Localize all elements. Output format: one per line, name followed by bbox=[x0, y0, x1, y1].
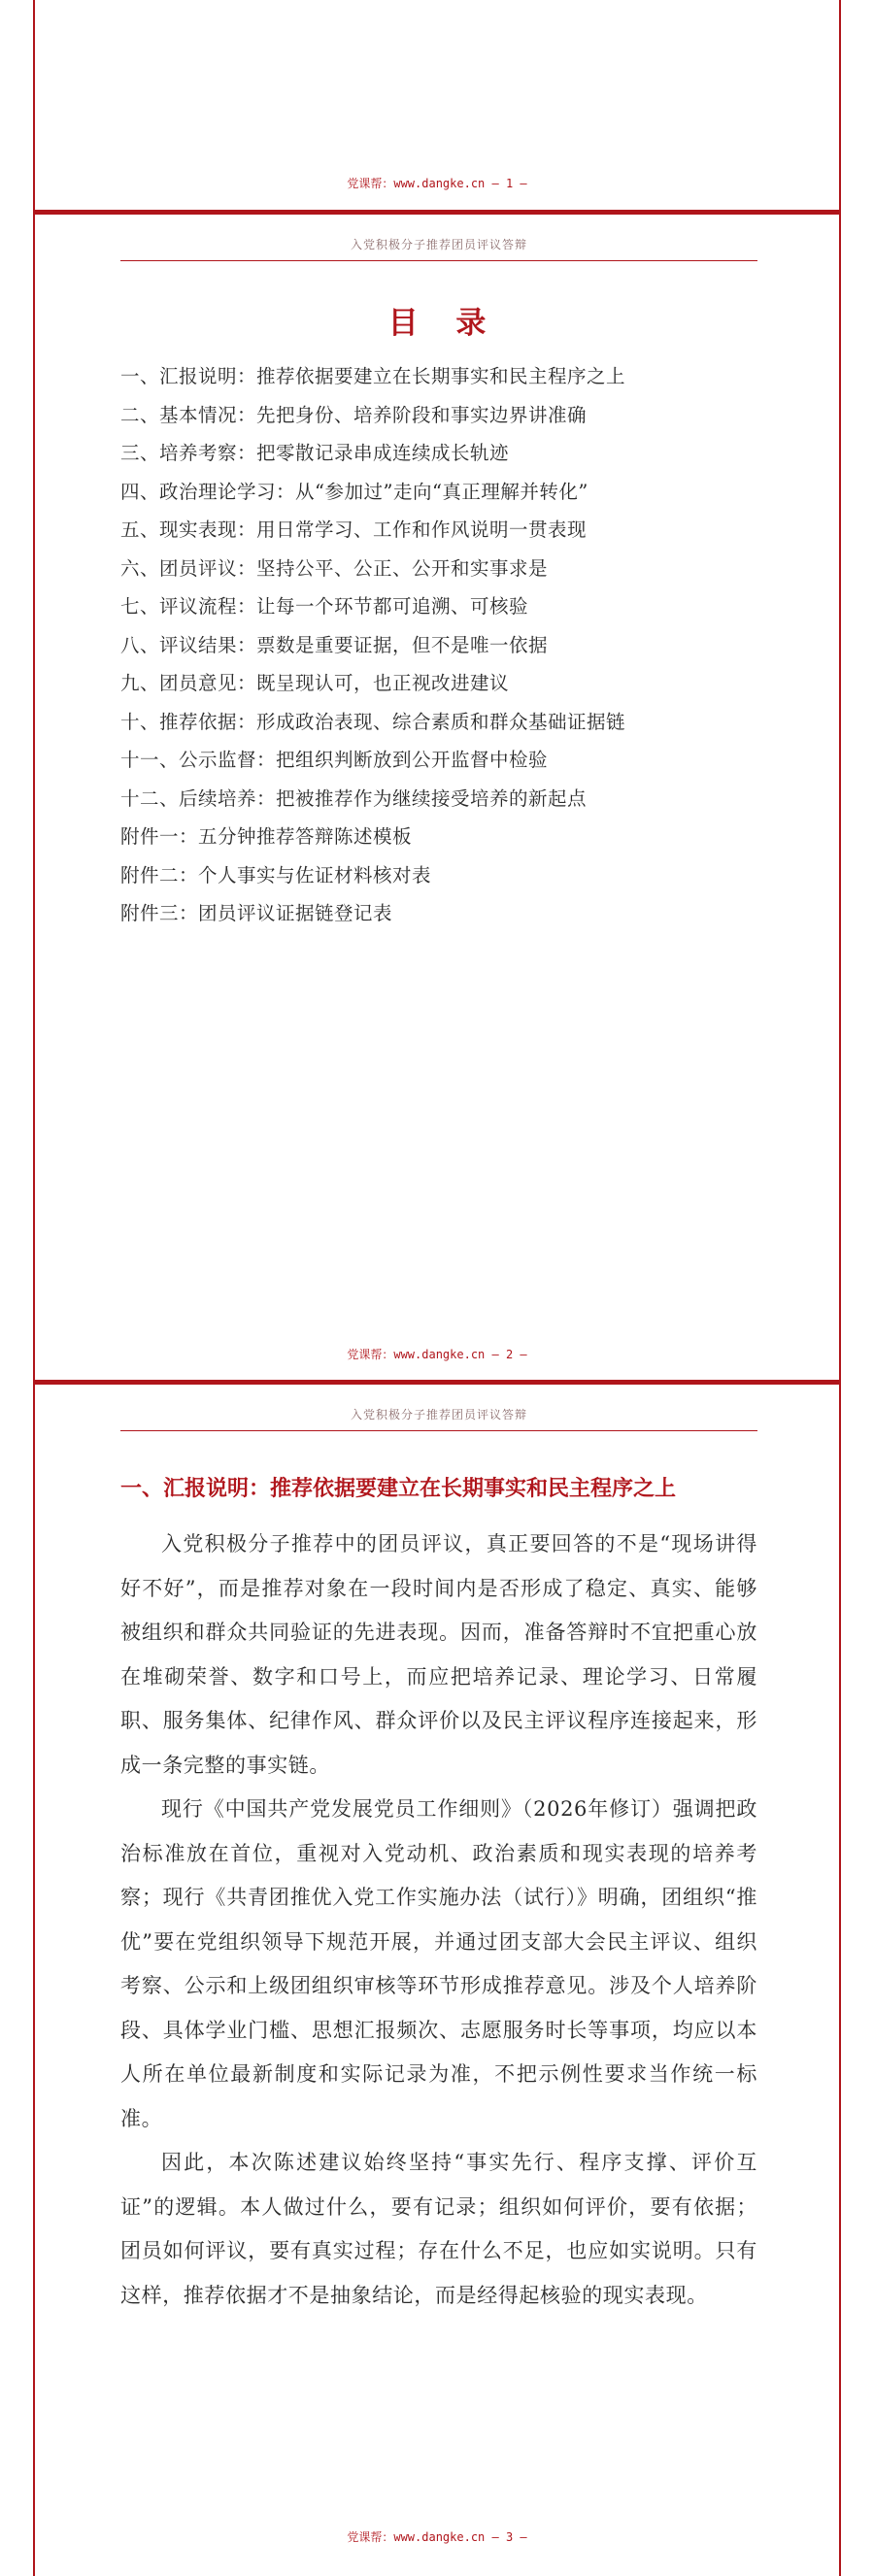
toc-item[interactable]: 一、汇报说明：推荐依据要建立在长期事实和民主程序之上 bbox=[120, 365, 626, 387]
toc-item[interactable]: 附件三：团员评议证据链登记表 bbox=[120, 902, 393, 924]
toc-item[interactable]: 九、团员意见：既呈现认可，也正视改进建议 bbox=[120, 672, 510, 694]
toc-item[interactable]: 附件一：五分钟推荐答辩陈述模板 bbox=[120, 825, 413, 848]
toc-item[interactable]: 二、基本情况：先把身份、培养阶段和事实边界讲准确 bbox=[120, 403, 588, 426]
page-1 bbox=[33, 0, 841, 210]
body-paragraph: 因此，本次陈述建议始终坚持“事实先行、程序支撑、评价互证”的逻辑。本人做过什么，要有记录；组织如何评价，要有依据；团员如何评议，要有真实过程；存在什么不足，也应如实说明。只有这样，推荐依据才不是抽象结论，而是经得起核验的现实表现。 bbox=[120, 2151, 757, 2307]
toc-item[interactable]: 十、推荐依据：形成政治表现、综合素质和群众基础证据链 bbox=[120, 710, 626, 733]
page-header: 入党积极分子推荐团员评议答辩 bbox=[120, 1406, 757, 1431]
section-body bbox=[120, 1522, 757, 2318]
toc-item[interactable]: 八、评议结果：票数是重要证据，但不是唯一依据 bbox=[120, 633, 549, 656]
toc-item[interactable]: 三、培养考察：把零散记录串成连续成长轨迹 bbox=[120, 442, 510, 464]
toc-list bbox=[120, 357, 761, 933]
page-footer: 党课帮：www.dangke.cn — 1 — bbox=[347, 177, 527, 190]
toc-item[interactable]: 六、团员评议：坚持公平、公正、公开和实事求是 bbox=[120, 556, 549, 580]
page-footer: 党课帮：www.dangke.cn — 2 — bbox=[347, 1348, 527, 1361]
toc-item[interactable]: 附件二：个人事实与佐证材料核对表 bbox=[120, 863, 432, 887]
section-title: 一、汇报说明：推荐依据要建立在长期事实和民主程序之上 bbox=[120, 1477, 677, 1501]
page-2 bbox=[33, 213, 841, 1380]
toc-item[interactable]: 五、现实表现：用日常学习、工作和作风说明一贯表现 bbox=[120, 519, 588, 541]
page-3 bbox=[33, 1383, 841, 2576]
toc-item[interactable]: 七、评议流程：让每一个环节都可追溯、可核验 bbox=[120, 595, 529, 618]
page-footer: 党课帮：www.dangke.cn — 3 — bbox=[347, 2530, 527, 2544]
toc-title: 目 录 bbox=[387, 306, 500, 341]
toc-item[interactable]: 十二、后续培养：把被推荐作为继续接受培养的新起点 bbox=[120, 786, 588, 810]
body-paragraph: 入党积极分子推荐中的团员评议，真正要回答的不是“现场讲得好不好”，而是推荐对象在一段时间内是否形成了稳定、真实、能够被组织和群众共同验证的先进表现。因而，准备答辩时不宜把重心放在堆砌荣誉、数字和口号上，而应把培养记录、理论学习、日常履职、服务集体、纪律作风、群众评价以及民主评议程序连接起来，形成一条完整的事实链。 bbox=[120, 1532, 757, 1777]
toc-item[interactable]: 十一、公示监督：把组织判断放到公开监督中检验 bbox=[120, 749, 549, 771]
body-paragraph: 现行《中国共产党发展党员工作细则》（2026年修订）强调把政治标准放在首位，重视对入党动机、政治素质和现实表现的培养考察；现行《共青团推优入党工作实施办法（试行）》明确，团组织“推优”要在党组织领导下规范开展，并通过团支部大会民主评议、组织考察、公示和上级团组织审核等环节形成推荐意见。涉及个人培养阶段、具体学业门槛、思想汇报频次、志愿服务时长等事项，均应以本人所在单位最新制度和实际记录为准，不把示例性要求当作统一标准。 bbox=[120, 1797, 757, 2130]
page-header: 入党积极分子推荐团员评议答辩 bbox=[120, 236, 757, 261]
toc-item[interactable]: 四、政治理论学习：从“参加过”走向“真正理解并转化” bbox=[120, 480, 588, 503]
